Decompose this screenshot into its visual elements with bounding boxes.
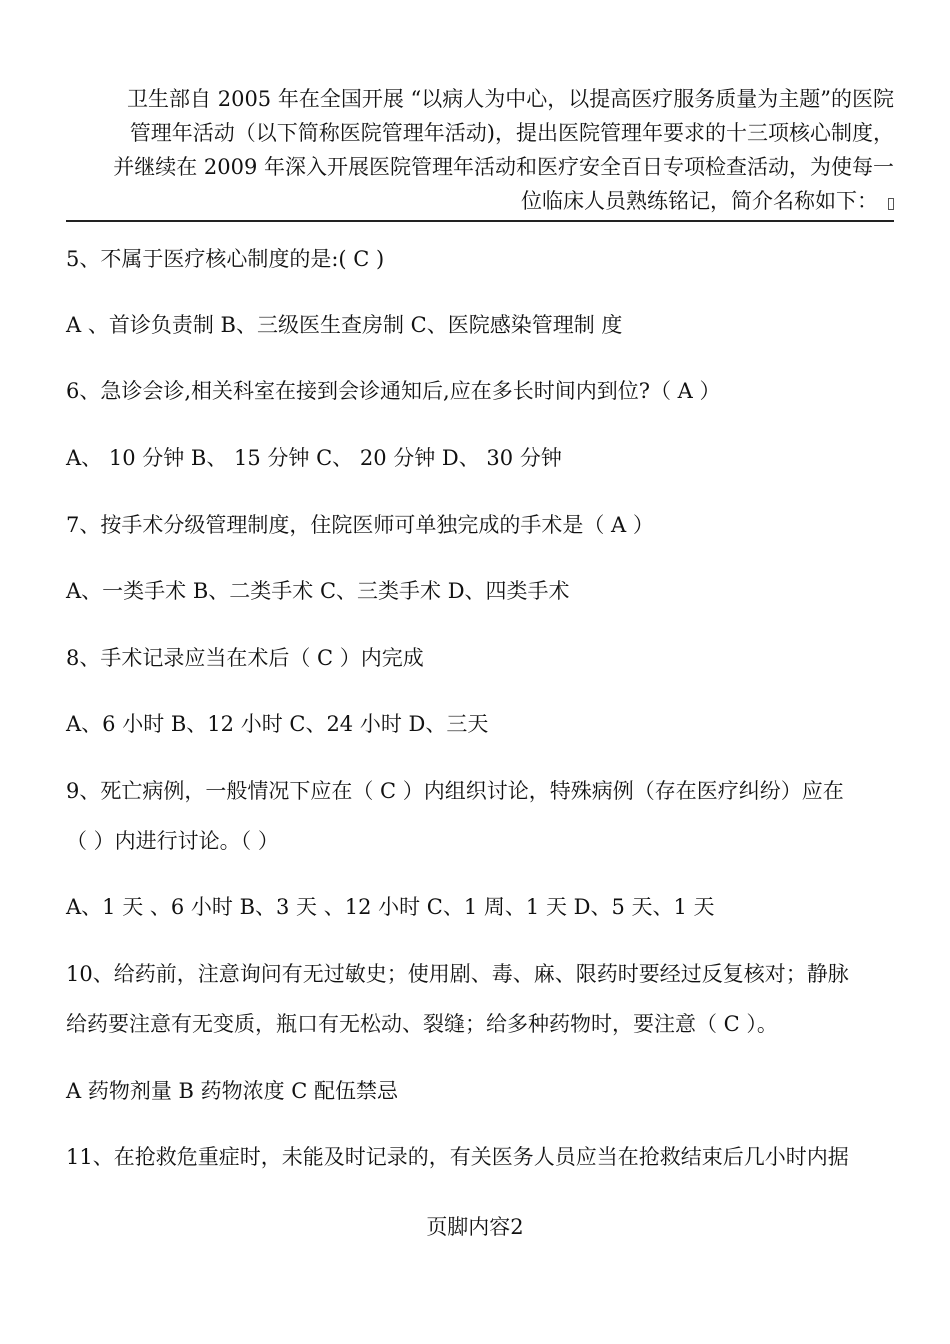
header-line-text: 位临床人员熟练铭记，简介名称如下： [521, 189, 878, 213]
question-5: 5、不属于医疗核心制度的是:( C ) [66, 247, 385, 271]
question-6: 6、急诊会诊,相关科室在接到会诊通知后,应在多长时间内到位?（ A ） [66, 379, 721, 403]
options-7: A、一类手术 B、二类手术 C、三类手术 D、四类手术 [66, 579, 570, 603]
options-6: A、 10 分钟 B、 15 分钟 C、 20 分钟 D、 30 分钟 [66, 446, 562, 470]
question-9-cont: （ ）内进行讨论。（ ） [66, 829, 279, 853]
question-11: 11、在抢救危重症时，未能及时记录的，有关医务人员应当在抢救结束后几小时内据 [66, 1145, 849, 1169]
placeholder-glyph-icon [888, 198, 894, 210]
header-line: 卫生部自 2005 年在全国开展 “以病人为中心，以提高医疗服务质量为主题”的医院 [127, 87, 894, 111]
options-10: A 药物剂量 B 药物浓度 C 配伍禁忌 [66, 1079, 399, 1103]
question-7: 7、按手术分级管理制度，住院医师可单独完成的手术是（ A ） [66, 513, 654, 537]
question-10: 10、给药前，注意询问有无过敏史；使用剧、毒、麻、限药时要经过反复核对；静脉 [66, 962, 849, 986]
options-8: A、6 小时 B、12 小时 C、24 小时 D、三天 [66, 712, 489, 736]
header-line: 管理年活动（以下简称医院管理年活动)，提出医院管理年要求的十三项核心制度， [129, 121, 894, 145]
header-line: 并继续在 2009 年深入开展医院管理年活动和医疗安全百日专项检查活动，为使每一 [113, 155, 894, 179]
options-9: A、1 天 、6 小时 B、3 天 、12 小时 C、1 周、1 天 D、5 天、1 天 [66, 895, 715, 919]
header-line [66, 184, 894, 218]
question-8: 8、手术记录应当在术后（ C ）内完成 [66, 646, 424, 670]
header-divider [66, 220, 894, 222]
document-header [66, 82, 894, 218]
options-5: A 、首诊负责制 B、三级医生查房制 C、医院感染管理制 度 [66, 313, 623, 337]
page-footer: 页脚内容2 [426, 1215, 524, 1239]
question-9: 9、死亡病例，一般情况下应在（ C ）内组织讨论，特殊病例（存在医疗纠纷）应在 [66, 779, 844, 803]
question-10-cont: 给药要注意有无变质，瓶口有无松动、裂缝；给多种药物时，要注意（ C ）。 [66, 1012, 778, 1036]
